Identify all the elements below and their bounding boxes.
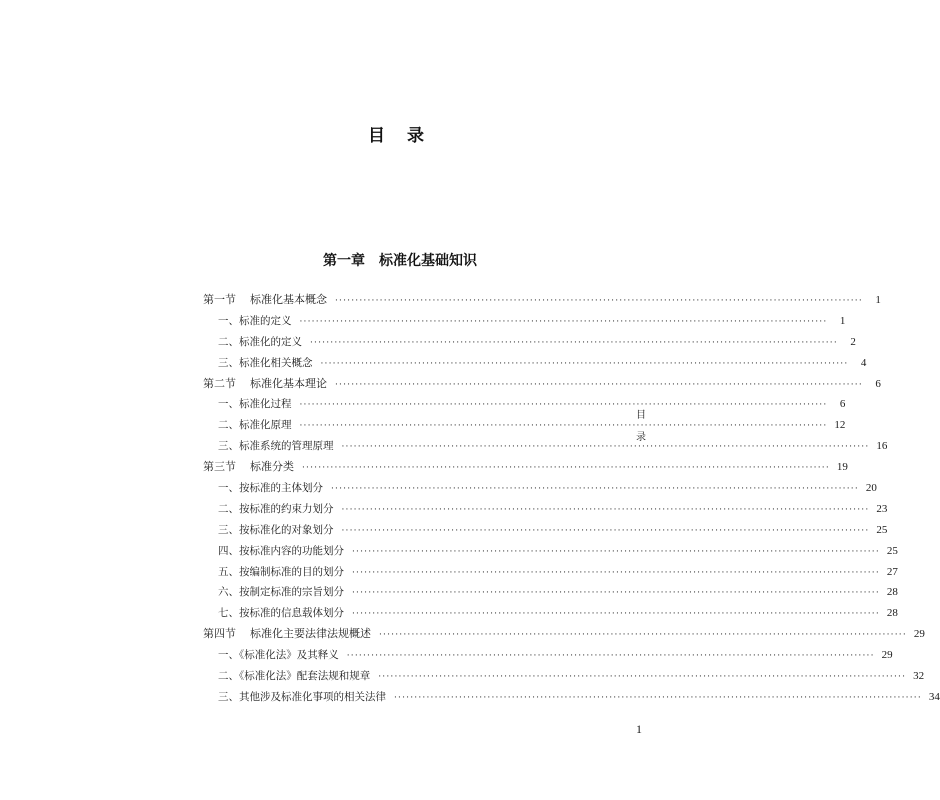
toc-leader-dots: ·································································································································· [394, 692, 922, 703]
toc-entry-label [218, 311, 300, 332]
toc-entry-label [203, 290, 335, 311]
toc-section-row[interactable] [203, 457, 848, 478]
toc-subsection-row[interactable] [203, 394, 846, 415]
toc-page-number: 20 [865, 482, 877, 495]
toc-subsection-row[interactable] [203, 603, 898, 624]
toc-leader-dots: ·································································································································· [331, 484, 859, 495]
toc-page-number: 34 [928, 690, 940, 703]
toc-leader-dots: ·································································································································· [299, 400, 828, 411]
toc-entry-label [218, 478, 331, 499]
toc-entry-label [218, 332, 310, 353]
toc-leader-dots: ·································································································································· [335, 379, 863, 390]
toc-page-number: 25 [886, 544, 898, 557]
toc-entry-label [218, 415, 300, 436]
toc-page-number: 23 [876, 502, 888, 515]
table-of-contents [203, 290, 940, 708]
toc-entry-text: 二、标准化的定义 [218, 335, 302, 348]
page-number: 1 [636, 722, 642, 736]
toc-subsection-row[interactable] [203, 499, 888, 520]
toc-page-number: 19 [836, 461, 848, 474]
toc-section-row[interactable] [203, 374, 881, 395]
toc-entry-label [218, 499, 342, 520]
toc-subsection-row[interactable] [203, 541, 898, 562]
side-label-char: 录 [636, 432, 646, 443]
toc-entry-label [218, 687, 394, 708]
toc-entry-text: 一、标准化过程 [218, 398, 292, 411]
toc-entry-text: 三、其他涉及标准化事项的相关法律 [218, 690, 386, 703]
toc-subsection-row[interactable] [203, 311, 846, 332]
toc-section-number: 第一节 [203, 293, 236, 306]
toc-subsection-row[interactable] [203, 415, 846, 436]
toc-entry-text: 标准化主要法律法规概述 [250, 627, 371, 641]
toc-page-number: 16 [876, 440, 888, 453]
toc-entry-text: 五、按编制标准的目的划分 [218, 565, 344, 578]
toc-page-number: 27 [886, 565, 898, 578]
toc-leader-dots: ·································································································································· [352, 609, 880, 620]
toc-entry-label [218, 562, 352, 583]
toc-page-number: 6 [839, 398, 846, 411]
toc-subsection-row[interactable] [203, 687, 940, 708]
toc-leader-dots: ·································································································································· [335, 296, 863, 306]
toc-entry-text: 二、《标准化法》配套法规和规章 [218, 670, 371, 683]
toc-leader-dots: ·································································································································· [378, 672, 907, 683]
toc-leader-dots: ·································································································································· [299, 421, 828, 432]
toc-leader-dots: ·································································································································· [352, 567, 880, 578]
toc-page-number: 4 [860, 356, 867, 369]
page-title: 目 录 [368, 126, 432, 146]
toc-leader-dots: ·································································································································· [320, 358, 849, 369]
toc-section-row[interactable] [203, 624, 925, 645]
toc-entry-label [218, 436, 342, 457]
toc-page-number: 12 [834, 419, 846, 432]
toc-leader-dots: ·································································································································· [346, 651, 875, 662]
toc-page-number: 28 [886, 586, 898, 599]
toc-subsection-row[interactable] [203, 520, 888, 541]
toc-entry-text: 二、标准化原理 [218, 419, 292, 432]
toc-page-number: 6 [875, 377, 881, 390]
toc-page-number: 28 [886, 607, 898, 620]
toc-subsection-row[interactable] [203, 353, 867, 374]
toc-entry-label [218, 582, 352, 603]
toc-entry-text: 标准化基本概念 [250, 293, 327, 306]
toc-subsection-row[interactable] [203, 666, 925, 687]
toc-subsection-row[interactable] [203, 478, 877, 499]
toc-leader-dots: ·································································································································· [352, 588, 880, 599]
toc-entry-label [203, 624, 379, 645]
toc-subsection-row[interactable] [203, 332, 856, 353]
toc-entry-text: 标准分类 [250, 460, 294, 474]
toc-section-number: 第二节 [203, 376, 236, 390]
toc-leader-dots: ·································································································································· [341, 525, 870, 536]
toc-page-number: 29 [913, 628, 925, 641]
toc-entry-label [218, 645, 347, 666]
chapter-title: 第一章 标准化基础知识 [323, 253, 477, 269]
toc-entry-text: 三、标准系统的管理原理 [218, 440, 334, 453]
toc-entry-text: 一、按标准的主体划分 [218, 482, 323, 495]
side-label-char: 目 [636, 410, 646, 421]
toc-subsection-row[interactable] [203, 645, 893, 666]
toc-section-number: 第四节 [203, 627, 236, 641]
toc-entry-text: 标准化基本理论 [250, 376, 327, 390]
toc-section-row[interactable] [203, 290, 881, 311]
toc-entry-label [218, 603, 352, 624]
toc-entry-label [203, 374, 335, 395]
toc-entry-text: 七、按标准的信息载体划分 [218, 607, 344, 620]
toc-page-number: 1 [839, 314, 846, 327]
toc-entry-label [218, 394, 300, 415]
toc-entry-text: 三、按标准化的对象划分 [218, 523, 334, 536]
toc-entry-text: 一、标准的定义 [218, 314, 292, 327]
toc-entry-text: 三、标准化相关概念 [218, 356, 313, 369]
toc-leader-dots: ·································································································································· [310, 337, 838, 348]
toc-leader-dots: ·································································································································· [341, 442, 870, 453]
toc-entry-text: 一、《标准化法》及其释义 [218, 649, 339, 662]
toc-entry-label [218, 520, 342, 541]
toc-page-number: 25 [876, 523, 888, 536]
toc-subsection-row[interactable] [203, 562, 898, 583]
toc-leader-dots: ·································································································································· [299, 316, 828, 327]
toc-page-number: 32 [913, 670, 925, 683]
toc-entry-label [218, 541, 352, 562]
toc-entry-text: 二、按标准的约束力划分 [218, 502, 334, 515]
toc-entry-text: 四、按标准内容的功能划分 [218, 544, 344, 557]
toc-leader-dots: ·································································································································· [352, 546, 880, 557]
toc-subsection-row[interactable] [203, 436, 888, 457]
toc-entry-label [203, 457, 302, 478]
toc-leader-dots: ·································································································································· [379, 630, 907, 641]
toc-leader-dots: ·································································································································· [341, 504, 870, 515]
toc-subsection-row[interactable] [203, 582, 898, 603]
toc-entry-text: 六、按制定标准的宗旨划分 [218, 586, 344, 599]
toc-entry-label [218, 666, 378, 687]
toc-section-number: 第三节 [203, 460, 236, 474]
toc-page-number: 29 [881, 649, 893, 662]
toc-leader-dots: ·································································································································· [302, 463, 830, 474]
side-running-label [634, 405, 648, 449]
toc-page-number: 1 [875, 294, 881, 306]
toc-entry-label [218, 353, 321, 374]
toc-page-number: 2 [850, 335, 856, 348]
